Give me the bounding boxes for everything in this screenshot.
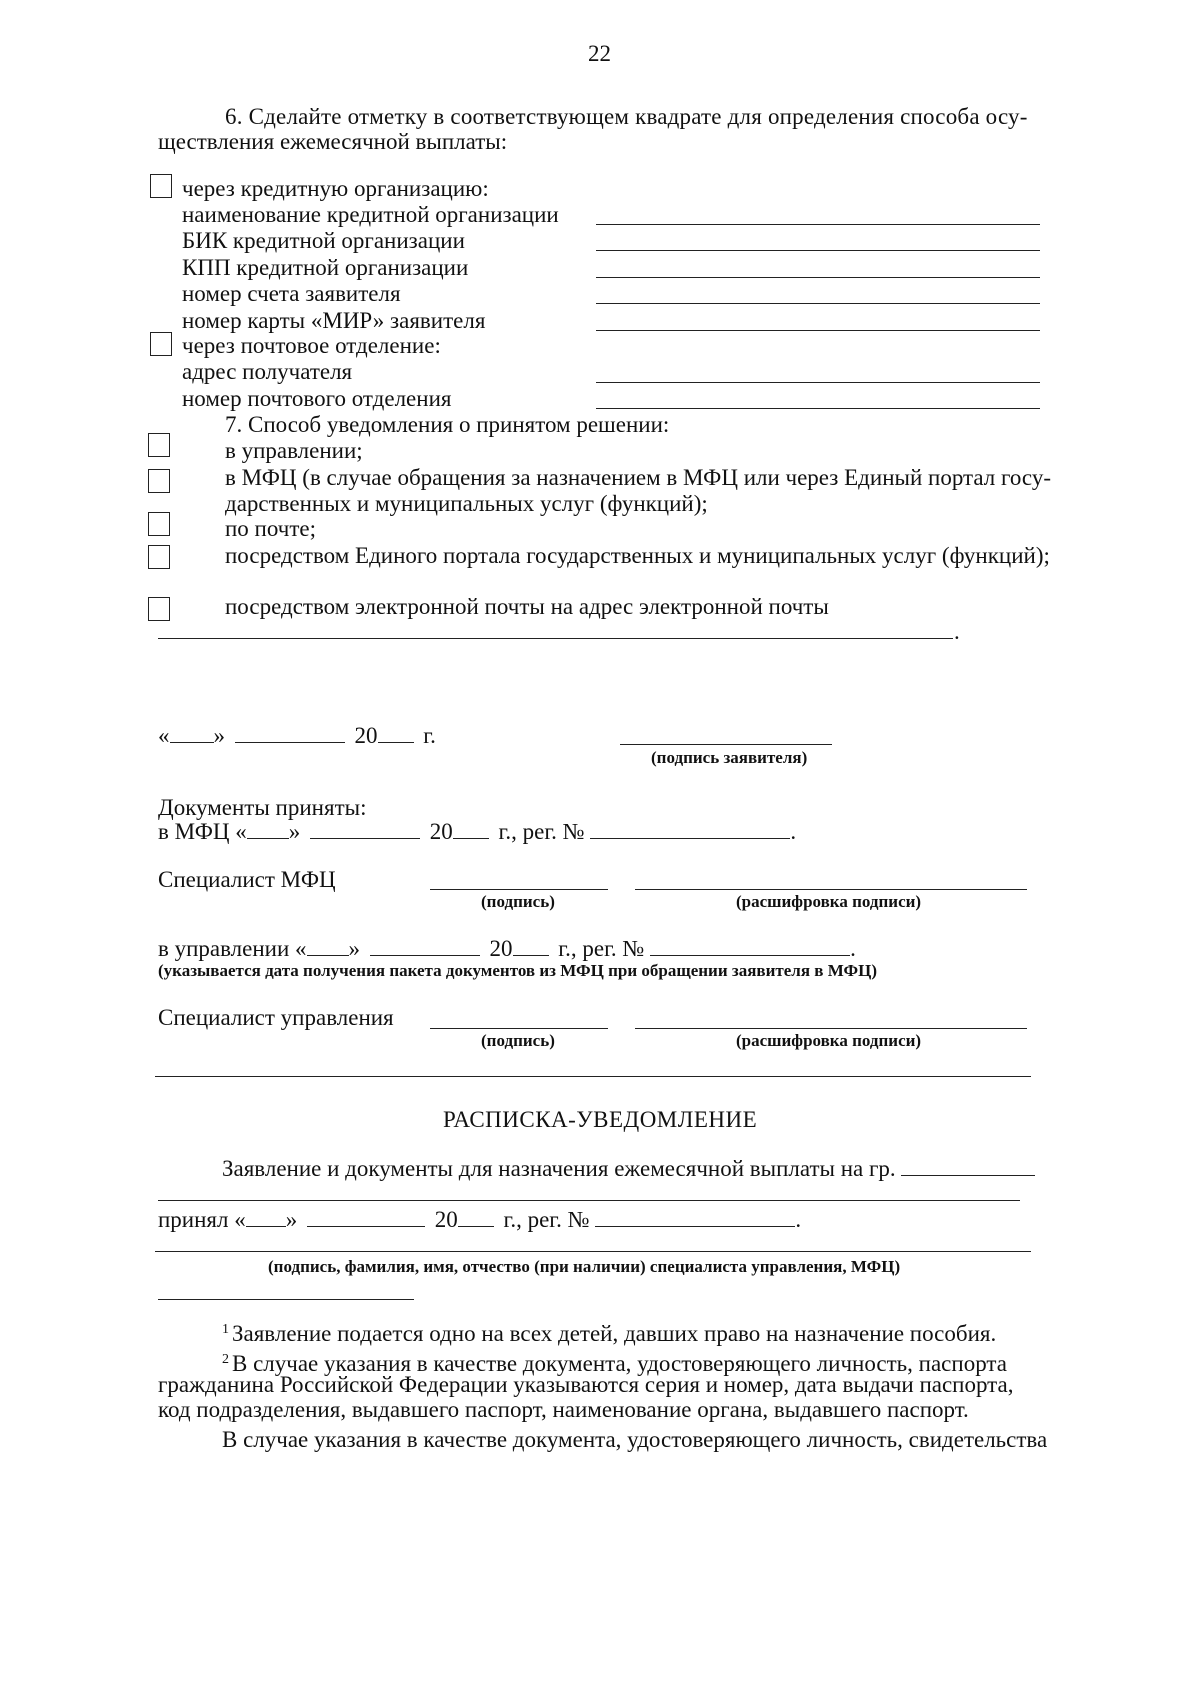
accepted-office-row: в управлении « » 20 г., рег. № . bbox=[158, 936, 856, 961]
specialist-mfc-decode-line[interactable] bbox=[635, 889, 1027, 890]
receipt-line1 bbox=[222, 1155, 1035, 1183]
receipt-accepted-row: принял « » 20 г., рег. № . bbox=[158, 1207, 802, 1232]
mfc-year-blank[interactable] bbox=[453, 818, 489, 839]
bank-field-bik: БИК кредитной организации bbox=[182, 228, 465, 253]
specialist-mfc-label: Специалист МФЦ bbox=[158, 867, 336, 892]
accepted-heading: Документы приняты: bbox=[158, 795, 367, 820]
section6-line1: 6. Сделайте отметку в соответствующем квадрате для определения способа осу- bbox=[225, 104, 1028, 129]
bank-field-name-line[interactable] bbox=[596, 224, 1040, 225]
email-address-line[interactable] bbox=[158, 638, 953, 639]
mfc-month-blank[interactable] bbox=[310, 818, 420, 839]
receipt-signature-line[interactable] bbox=[155, 1251, 1031, 1252]
receipt-accepted-prefix: принял « bbox=[158, 1207, 246, 1232]
receipt-caption: (подпись, фамилия, имя, отчество (при наличии) специалиста управления, МФЦ) bbox=[268, 1257, 901, 1276]
specialist-mfc-decode-caption: (расшифровка подписи) bbox=[736, 892, 922, 911]
post-field-office: номер почтового отделения bbox=[182, 386, 452, 411]
office-year-blank[interactable] bbox=[513, 935, 549, 956]
receipt-name-line2[interactable] bbox=[158, 1200, 1020, 1201]
date-quote-open: « bbox=[158, 723, 170, 748]
separator-line bbox=[155, 1076, 1031, 1077]
post-field-address: адрес получателя bbox=[182, 359, 353, 384]
bank-field-kpp-line[interactable] bbox=[596, 277, 1040, 278]
notify-portal-label: посредством Единого портала государственных и муниципальных услуг (функций); bbox=[225, 543, 1050, 568]
receipt-title: РАСПИСКА-УВЕДОМЛЕНИЕ bbox=[443, 1107, 758, 1132]
notify-office-label: в управлении; bbox=[225, 438, 363, 463]
page-number: 22 bbox=[588, 41, 611, 66]
bank-field-account: номер счета заявителя bbox=[182, 281, 401, 306]
office-note: (указывается дата получения пакета документов из МФЦ при обращении заявителя в МФЦ) bbox=[158, 961, 878, 980]
office-day-blank[interactable] bbox=[307, 935, 349, 956]
checkbox-notify-email[interactable] bbox=[148, 597, 170, 621]
receipt-reg-blank[interactable] bbox=[595, 1206, 795, 1227]
bank-field-name: наименование кредитной организации bbox=[182, 202, 559, 227]
office-reg-label: г., рег. № bbox=[558, 936, 645, 961]
post-field-address-line[interactable] bbox=[596, 382, 1040, 383]
receipt-day-blank[interactable] bbox=[246, 1206, 286, 1227]
mfc-day-blank[interactable] bbox=[247, 818, 289, 839]
office-month-blank[interactable] bbox=[370, 935, 480, 956]
date-year-blank[interactable] bbox=[378, 722, 414, 743]
footnote-1-mark: 1 bbox=[222, 1322, 229, 1337]
applicant-signature-line[interactable] bbox=[620, 744, 832, 745]
specialist-office-sign-caption: (подпись) bbox=[481, 1031, 555, 1050]
accepted-mfc-row: в МФЦ « » 20 г., рег. № . bbox=[158, 819, 797, 844]
mfc-reg-label: г., рег. № bbox=[498, 819, 585, 844]
notify-email-label: посредством электронной почты на адрес электронной почты bbox=[225, 594, 829, 619]
bank-option-label: через кредитную организацию: bbox=[182, 176, 489, 201]
office-year-prefix: 20 bbox=[489, 936, 513, 961]
footnote-2-line2: гражданина Российской Федерации указываются серия и номер, дата выдачи паспорта, bbox=[158, 1372, 1014, 1397]
bank-field-card: номер карты «МИР» заявителя bbox=[182, 308, 486, 333]
checkbox-notify-office[interactable] bbox=[148, 433, 170, 457]
checkbox-notify-mail[interactable] bbox=[148, 512, 170, 536]
email-end: . bbox=[954, 619, 960, 644]
date-quote-close: » bbox=[213, 723, 225, 748]
date-day-blank[interactable] bbox=[170, 722, 214, 743]
specialist-office-sign-line[interactable] bbox=[430, 1028, 608, 1029]
mfc-reg-blank[interactable] bbox=[590, 818, 790, 839]
receipt-reg-label: г., рег. № bbox=[503, 1207, 590, 1232]
receipt-quote-close: » bbox=[285, 1207, 298, 1232]
specialist-mfc-sign-line[interactable] bbox=[430, 889, 608, 890]
footnote-separator bbox=[158, 1299, 414, 1300]
date-year-suffix: г. bbox=[423, 723, 436, 748]
specialist-office-decode-line[interactable] bbox=[635, 1028, 1027, 1029]
specialist-office-decode-caption: (расшифровка подписи) bbox=[736, 1031, 922, 1050]
section7-title: 7. Способ уведомления о принятом решении: bbox=[225, 412, 670, 437]
checkbox-bank[interactable] bbox=[150, 174, 172, 198]
mfc-prefix: в МФЦ « bbox=[158, 819, 247, 844]
specialist-office-label: Специалист управления bbox=[158, 1005, 394, 1030]
notify-mfc-line1: в МФЦ (в случае обращения за назначением в МФЦ или через Единый портал госу- bbox=[225, 465, 1051, 490]
bank-field-kpp: КПП кредитной организации bbox=[182, 255, 469, 280]
office-quote-close: » bbox=[348, 936, 361, 961]
applicant-date bbox=[158, 722, 436, 750]
receipt-year-prefix: 20 bbox=[434, 1207, 458, 1232]
mfc-quote-close: » bbox=[288, 819, 301, 844]
footnote-2-line3: код подразделения, выдавшего паспорт, наименование органа, выдавшего паспорт. bbox=[158, 1397, 969, 1422]
applicant-signature-caption: (подпись заявителя) bbox=[651, 748, 808, 767]
receipt-name-blank[interactable] bbox=[901, 1155, 1035, 1176]
mfc-year-prefix: 20 bbox=[429, 819, 453, 844]
footnote-2-text1: В случае указания в качестве документа, удостоверяющего личность, паспорта bbox=[232, 1351, 1007, 1376]
checkbox-post[interactable] bbox=[150, 332, 172, 356]
receipt-line1-text: Заявление и документы для назначения ежемесячной выплаты на гр. bbox=[222, 1156, 896, 1181]
receipt-year-blank[interactable] bbox=[458, 1206, 494, 1227]
specialist-mfc-sign-caption: (подпись) bbox=[481, 892, 555, 911]
receipt-month-blank[interactable] bbox=[307, 1206, 425, 1227]
notify-mfc-line2: дарственных и муниципальных услуг (функций); bbox=[225, 491, 708, 516]
footnote-1-text: Заявление подается одно на всех детей, давших право на назначение пособия. bbox=[232, 1321, 997, 1346]
footnote-2-mark: 2 bbox=[222, 1352, 229, 1367]
footnote-1 bbox=[222, 1316, 996, 1348]
post-option-label: через почтовое отделение: bbox=[182, 333, 441, 358]
checkbox-notify-portal[interactable] bbox=[148, 545, 170, 569]
section6-line2: ществления ежемесячной выплаты: bbox=[158, 129, 508, 154]
date-month-blank[interactable] bbox=[235, 722, 345, 743]
footnote-3-line1: В случае указания в качестве документа, удостоверяющего личность, свидетельства bbox=[222, 1427, 1048, 1452]
post-field-office-line[interactable] bbox=[596, 408, 1040, 409]
office-reg-blank[interactable] bbox=[650, 935, 850, 956]
bank-field-card-line[interactable] bbox=[596, 330, 1040, 331]
bank-field-bik-line[interactable] bbox=[596, 250, 1040, 251]
notify-mail-label: по почте; bbox=[225, 516, 316, 541]
bank-field-account-line[interactable] bbox=[596, 303, 1040, 304]
checkbox-notify-mfc[interactable] bbox=[148, 469, 170, 493]
date-year-prefix: 20 bbox=[354, 723, 378, 748]
office-prefix: в управлении « bbox=[158, 936, 307, 961]
